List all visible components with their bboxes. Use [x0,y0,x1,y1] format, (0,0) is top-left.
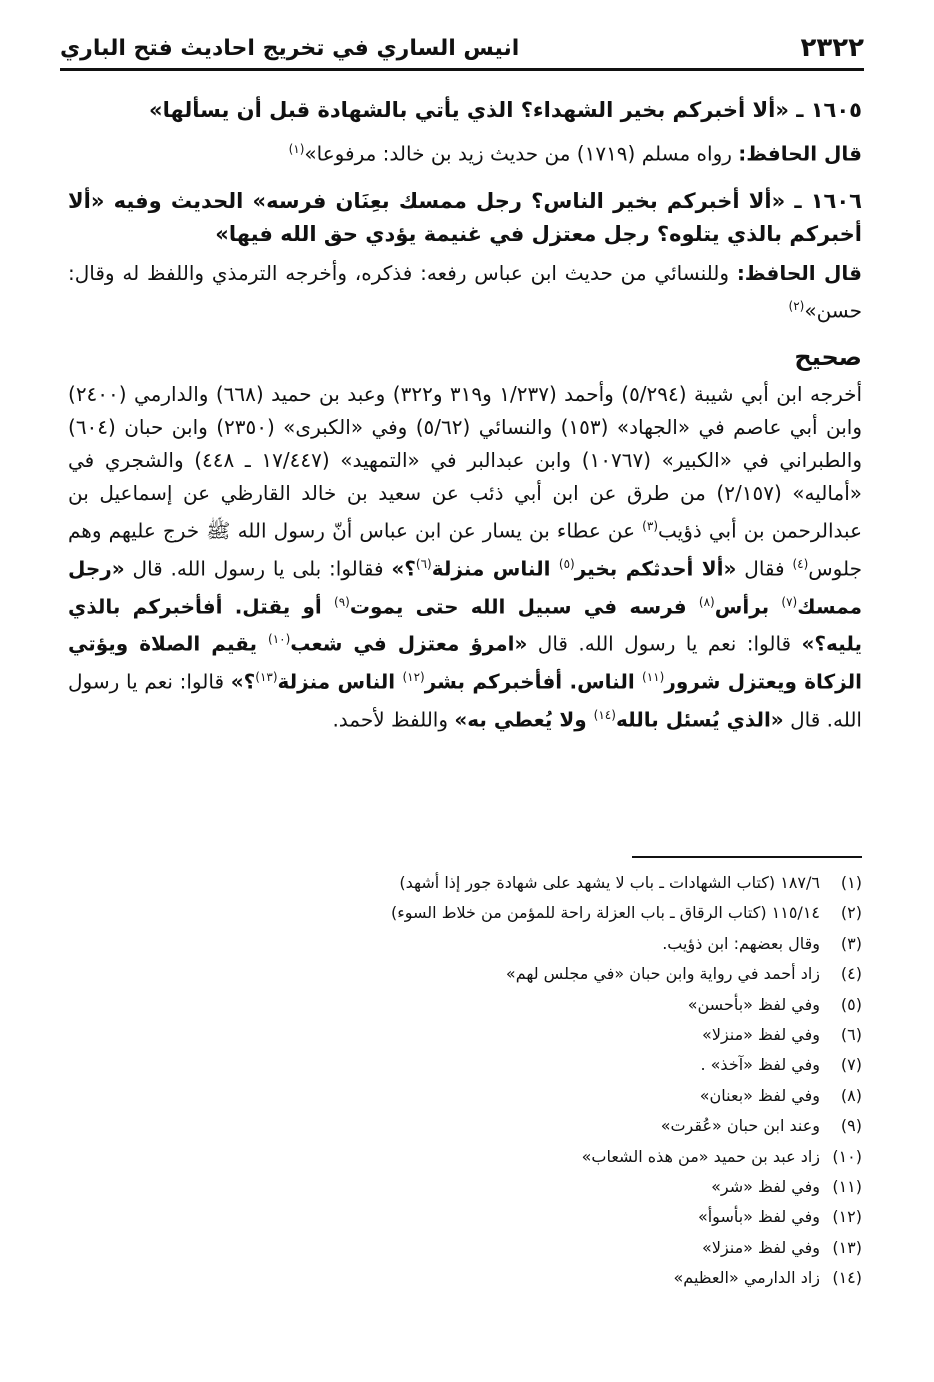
book-title: انيس الساري في تخريج احاديث فتح الباري [60,35,520,61]
footnote-item [68,898,862,928]
footnote-ref: (٥) [558,556,575,571]
hadith-quote: «امرؤ معتزل في شعب [290,631,528,656]
footnote-divider [632,856,862,858]
footnote-text: وفي لفظ «آخذ» . [700,1055,820,1075]
footnote-text: وفي لفظ «منزلا» [702,1237,820,1257]
hadith-quote: يقيم الصلاة ويؤتي الزكاة ويعتزل شرور [68,631,862,694]
page-header [60,28,864,71]
page-body [68,88,862,736]
footnote-text: ١٨٧/٦ (كتاب الشهادات ـ باب لا يشهد على شهادة جور إذا أشهد) [399,873,820,892]
footnote-item [68,1050,862,1080]
footnote-text: وفي لفظ «بأسوأ» [697,1207,820,1227]
footnote-ref: (٣) [642,519,658,534]
footnote-item [68,1233,862,1263]
footnote-number: (٧) [840,1055,862,1075]
hadith-quote: ولا يُعطي به» [454,707,594,732]
footnote-number: (١٠) [832,1146,862,1166]
footnote-text: زاد أحمد في رواية وابن حبان «في مجلس لهم» [505,964,820,984]
hafiz-comment-1605 [68,133,862,171]
footnote-item [68,990,862,1020]
footnote-text: زاد الدارمي «العظيم» [673,1268,820,1288]
footnote-item [68,959,862,989]
footnote-ref: (٧) [781,594,798,609]
footnote-ref: (٩) [334,594,350,609]
hadith-quote: «ألا أحدثكم بخير [574,556,737,581]
footnote-number: (١) [840,873,862,892]
footnote-number: (٢) [840,903,862,923]
takhrij-text: فقال [736,556,793,581]
footnote-number: (٤) [840,964,862,984]
takhrij-text: أخرجه ابن أبي شيبة (٥/٢٩٤) وأحمد (١/٢٣٧ و٣١٩ و٣٢٢) وعبد بن حميد (٦٦٨) والدارمي (٢٤٠٠) وابن أبي عاصم في «الجهاد» (١٥٣) والنسائي (٥/٦٢) وفي «الكبرى» (٢٣٥٠) وابن حبان (٦٠٤) والطبراني في «الكبير» (١٠٧٦٧) وابن عبدالبر في «التمهيد» (١٧/٤٤٧ ـ ٤٤٨) والشجري في «أماليه» (٢/١٥٧) من طرق عن ابن أبي ذئب عن سعيد بن خالد القارظي عن إسماعيل بن عبدالرحمن بن أبي ذؤيب [68,382,863,543]
footnote-ref: (٨) [698,594,715,609]
hadith-quote: أو يقتل. أفأخبركم بالذي يليه؟» [68,594,862,656]
footnote-text: وفي لفظ «شر» [711,1177,820,1197]
footnote-item [68,929,862,959]
takhrij-text: عن عطاء بن يسار عن ابن عباس أنّ رسول الله ﷺ خرج عليهم وهم جلوس [68,518,862,581]
takhrij-text: قالوا: نعم يا رسول الله. قال [527,631,802,656]
footnote-number: (٥) [840,994,862,1014]
takhrij-text: فقالوا: بلى يا رسول الله. قال [124,556,392,581]
hadith-quote: «الذي يُسئل بالله [615,707,784,732]
footnote-item [68,1172,862,1202]
footnote-number: (١٢) [832,1207,862,1227]
hadith-quote: ؟» [230,669,256,694]
footnote-ref: (٢) [788,298,805,313]
hadith-quote: «رجل ممسك [68,556,862,619]
footnote-number: (٦) [840,1025,862,1045]
takhrij-paragraph [68,378,862,736]
hadith-quote: ؟» [391,556,416,581]
footnote-number: (٩) [840,1116,862,1136]
grade-heading: صحيح [794,343,862,372]
footnote-ref: (١) [288,142,305,156]
footnote-number: (١١) [832,1177,862,1197]
footnote-ref: (١٣) [255,669,278,684]
footnote-text: وقال بعضهم: ابن ذؤيب. [662,933,820,953]
hadith-quote: فرسه في سبيل الله حتى يموت [349,594,699,619]
hafiz-text: رواه مسلم (١٧١٩) من حديث زيد بن خالد: مرفوعا» [304,141,739,166]
footnote-ref: (١١) [642,669,665,684]
page-number: ٢٣٢٢ [800,33,864,63]
hafiz-label: قال الحافظ: [738,141,862,166]
hadith-1606: ١٦٠٦ ـ «ألا أخبركم بخير الناس؟ رجل ممسك بعِنَان فرسه» الحديث وفيه «ألا أخبركم بالذي يتلوه؟ رجل معتزل في غنيمة يؤدي حق الله فيها» [68,188,862,246]
footnote-text: وفي لفظ «منزلا» [702,1025,820,1045]
footnote-text: وعند ابن حبان «عُقرت» [660,1116,820,1136]
footnote-item [68,1081,862,1111]
footnote-item [68,868,862,898]
footnote-ref: (١٠) [268,632,291,647]
footnote-ref: (١٢) [402,669,425,684]
footnote-text: وفي لفظ «بعنان» [699,1085,820,1105]
hafiz-text: وللنسائي من حديث ابن عباس رفعه: فذكره، وأخرجه الترمذي واللفظ له وقال: حسن» [68,260,862,323]
footnote-number: (٨) [840,1085,862,1105]
footnote-item [68,1020,862,1050]
takhrij-text: واللفظ لأحمد. [332,707,455,732]
footnote-item [68,1263,862,1293]
hadith-1605: ١٦٠٥ ـ «ألا أخبركم بخير الشهداء؟ الذي يأتي بالشهادة قبل أن يسألها» [149,98,862,122]
footnote-item [68,1111,862,1141]
footnote-number: (٣) [840,933,862,953]
hadith-quote: برأس [714,594,782,619]
hafiz-label: قال الحافظ: [736,260,862,285]
footnote-number: (١٣) [832,1237,862,1257]
footnotes-list [68,868,862,1294]
footnote-text: وفي لفظ «بأحسن» [687,994,820,1014]
footnote-number: (١٤) [832,1268,862,1288]
footnote-item [68,1202,862,1232]
footnote-ref: (٦) [415,556,432,571]
footnote-text: زاد عبد بن حميد «من هذه الشعاب» [581,1146,820,1166]
footnote-ref: (٤) [792,556,809,571]
hadith-quote: الناس. أفأخبركم بشر [424,669,643,694]
footnote-text: ١١٥/١٤ (كتاب الرقاق ـ باب العزلة راحة للمؤمن من خلاط السوء) [390,903,820,923]
hadith-quote: الناس منزلة [277,669,403,694]
takhrij-text: قالوا: نعم يا رسول الله. قال [68,669,862,732]
hadith-quote: الناس منزلة [431,556,559,581]
footnote-ref: (١٤) [593,707,616,722]
hafiz-comment-1606 [68,257,862,328]
footnote-item [68,1142,862,1172]
